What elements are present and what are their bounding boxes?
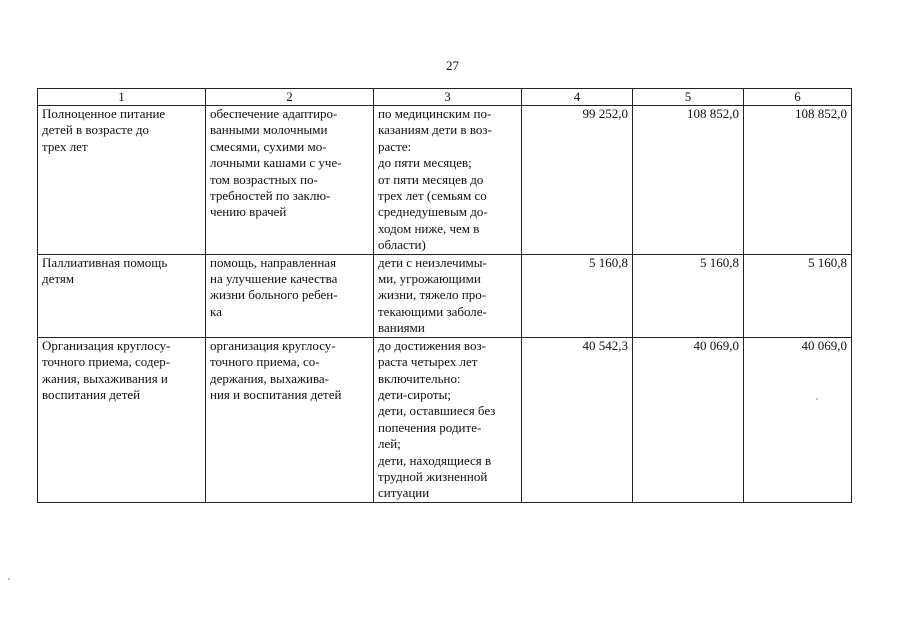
value-col6-cell: 5 160,8 (744, 254, 852, 337)
scan-speck (8, 578, 10, 580)
services-table (37, 88, 852, 503)
value-col6-cell: 40 069,0 (744, 337, 852, 502)
column-header-2: 2 (206, 89, 374, 106)
recipients-cell: по медицинским по- казаниям дети в воз- расте: до пяти месяцев; от пяти месяцев до трех лет (семьям со среднедушевым до- ходом ниже, чем в области) (374, 106, 522, 255)
value-col5-cell: 108 852,0 (633, 106, 744, 255)
service-name-cell: Организация круглосу- точного приема, содер- жания, выхаживания и воспитания детей (38, 337, 206, 502)
table-row-round-the-clock-care (38, 337, 852, 502)
page-number: 27 (446, 58, 459, 73)
service-name-cell: Полноценное питание детей в возрасте до трех лет (38, 106, 206, 255)
recipients-cell: дети с неизлечимы- ми, угрожающими жизни, тяжело про- текающими заболе- ваниями (374, 254, 522, 337)
value-col5-cell: 5 160,8 (633, 254, 744, 337)
service-name-cell: Паллиативная помощь детям (38, 254, 206, 337)
service-description-cell: помощь, направленная на улучшение качества жизни больного ребен- ка (206, 254, 374, 337)
value-col4-cell: 40 542,3 (522, 337, 633, 502)
scan-speck (816, 398, 818, 400)
column-header-1: 1 (38, 89, 206, 106)
table-row-palliative (38, 254, 852, 337)
value-col4-cell: 99 252,0 (522, 106, 633, 255)
service-description-cell: обеспечение адаптиро- ванными молочными смесями, сухими мо- лочными кашами с уче- том возрастных по- требностей по заклю- чению врачей (206, 106, 374, 255)
service-description-cell: организация круглосу- точного приема, со- держания, выхажива- ния и воспитания детей (206, 337, 374, 502)
value-col4-cell: 5 160,8 (522, 254, 633, 337)
column-header-5: 5 (633, 89, 744, 106)
column-header-6: 6 (744, 89, 852, 106)
value-col5-cell: 40 069,0 (633, 337, 744, 502)
table-row-nutrition (38, 106, 852, 255)
recipients-cell: до достижения воз- раста четырех лет включительно: дети-сироты; дети, оставшиеся без попечения родите- лей; дети, находящиеся в трудной жизненной ситуации (374, 337, 522, 502)
column-header-3: 3 (374, 89, 522, 106)
table-header-row (38, 89, 852, 106)
value-col6-cell: 108 852,0 (744, 106, 852, 255)
column-header-4: 4 (522, 89, 633, 106)
